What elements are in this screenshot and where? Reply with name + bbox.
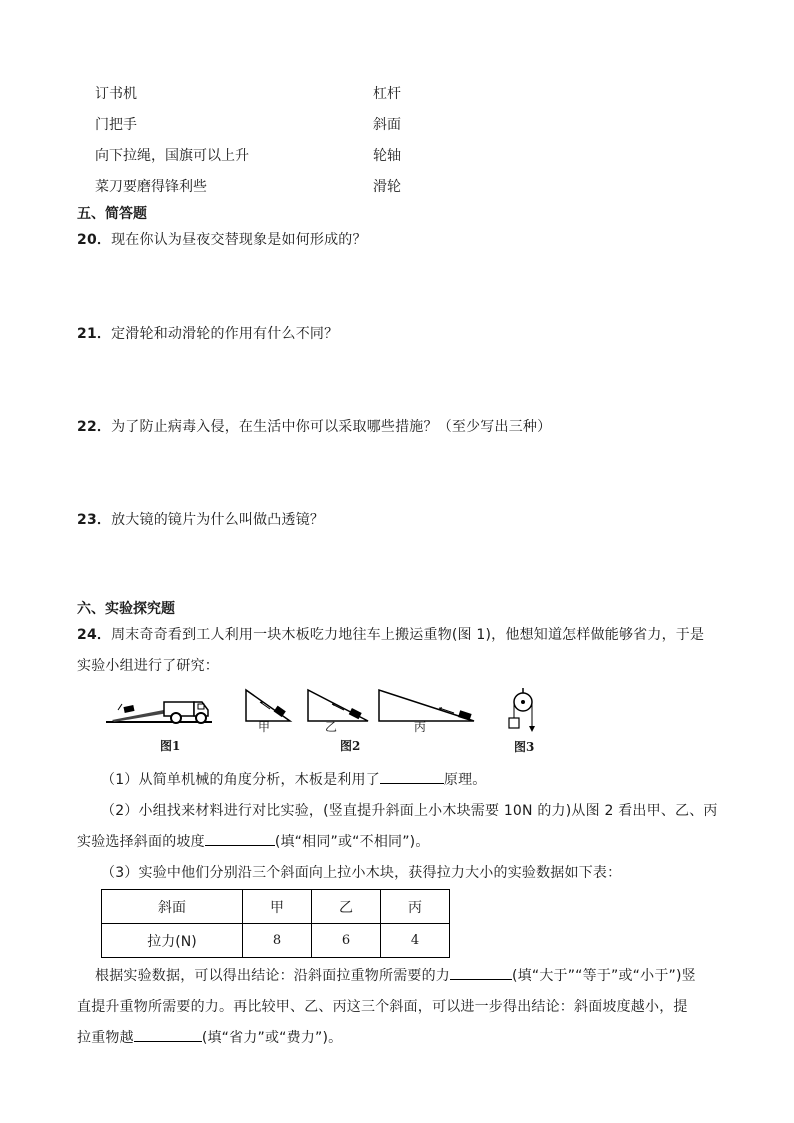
- q24-part3: （3）实验中他们分别沿三个斜面向上拉小木块，获得拉力大小的实验数据如下表：: [101, 865, 622, 881]
- table-row-label: 拉力(N): [102, 924, 243, 958]
- q24-conclusion-line2: 直提升重物所需要的力。再比较甲、乙、丙这三个斜面，可以进一步得出结论：斜面坡度越小，提: [77, 999, 688, 1015]
- q24-part1-suffix: 原理。: [443, 772, 487, 788]
- q24-part2-line2: [77, 831, 430, 851]
- section5-title: 五、简答题: [77, 206, 147, 222]
- question-24-line2: 实验小组进行了研究：: [77, 658, 219, 674]
- match-left-3: 向下拉绳，国旗可以上升: [95, 148, 249, 164]
- match-left-4: 菜刀要磨得锋利些: [95, 179, 207, 195]
- table-header-row: [102, 890, 450, 924]
- figure-3-pulley: [508, 688, 538, 734]
- q22-text: 为了防止病毒入侵，在生活中你可以采取哪些措施？（至少写出三种）: [111, 419, 552, 435]
- figure-2-slope-bing: [377, 688, 477, 723]
- q23-number: 23．: [77, 512, 112, 528]
- q24-conclusion-suffix1: (填“大于”“等于”或“小于”)竖: [512, 968, 696, 984]
- match-right-1: 杠杆: [373, 86, 401, 102]
- match-right-3: 轮轴: [373, 148, 401, 164]
- match-left-1: 订书机: [95, 86, 137, 102]
- table-cell: 8: [243, 924, 312, 958]
- q24-part2-text: 实验选择斜面的坡度: [77, 834, 205, 850]
- match-right-4: 滑轮: [373, 179, 401, 195]
- figure-2-caption: 图2: [340, 739, 361, 753]
- table-cell: 4: [381, 924, 450, 958]
- table-header-cell: 丙: [381, 890, 450, 924]
- table-header-cell: 乙: [312, 890, 381, 924]
- q24-conclusion-blank1[interactable]: [450, 965, 512, 980]
- section6-title: 六、实验探究题: [77, 601, 175, 617]
- question-23: [77, 509, 324, 529]
- q24-part2-suffix: (填“相同”或“不相同”)。: [274, 834, 430, 850]
- q24-conclusion-blank2[interactable]: [134, 1027, 202, 1042]
- q24-number: 24．: [77, 627, 112, 643]
- figure-1-truck-illustration: [104, 688, 214, 728]
- q24-part2-line1: （2）小组找来材料进行对比实验，(竖直提升斜面上小木块需要 10N 的力)从图 2 看出甲、乙、丙: [101, 803, 718, 819]
- q24-conclusion-line3: [77, 1027, 342, 1047]
- q22-number: 22．: [77, 419, 112, 435]
- q24-conclusion-line1: [95, 965, 696, 985]
- table-header-cell: 斜面: [102, 890, 243, 924]
- slope-bing-label: 丙: [414, 720, 427, 734]
- match-left-2: 门把手: [95, 117, 137, 133]
- q24-text-line1: 周末奇奇看到工人利用一块木板吃力地往车上搬运重物(图 1)，他想知道怎样做能够省力，于是: [111, 627, 705, 643]
- q24-part1-blank[interactable]: [380, 769, 444, 784]
- data-table: [101, 889, 450, 958]
- question-24-line1: [77, 624, 704, 644]
- figure-2-slope-yi: [306, 688, 370, 723]
- q21-text: 定滑轮和动滑轮的作用有什么不同？: [111, 326, 339, 342]
- slope-yi-label: 乙: [325, 720, 338, 734]
- q24-part1-text: （1）从简单机械的角度分析，木板是利用了: [101, 772, 380, 788]
- figure-1-caption: 图1: [160, 739, 181, 753]
- question-20: [77, 229, 367, 249]
- q24-conclusion-text3: 拉重物越: [77, 1030, 134, 1046]
- q23-text: 放大镜的镜片为什么叫做凸透镜？: [111, 512, 325, 528]
- match-right-2: 斜面: [373, 117, 401, 133]
- q24-part1: [101, 769, 487, 789]
- slope-jia-label: 甲: [258, 720, 271, 734]
- q24-part2-blank[interactable]: [205, 831, 275, 846]
- question-22: [77, 416, 551, 436]
- q24-conclusion-text1: 根据实验数据，可以得出结论：沿斜面拉重物所需要的力: [95, 968, 450, 984]
- q24-conclusion-suffix3: (填“省力”或“费力”)。: [201, 1030, 343, 1046]
- q21-number: 21．: [77, 326, 112, 342]
- q20-number: 20．: [77, 232, 112, 248]
- table-row: [102, 924, 450, 958]
- table-header-cell: 甲: [243, 890, 312, 924]
- question-21: [77, 323, 338, 343]
- figure-3-caption: 图3: [514, 740, 535, 754]
- table-cell: 6: [312, 924, 381, 958]
- q20-text: 现在你认为昼夜交替现象是如何形成的？: [111, 232, 367, 248]
